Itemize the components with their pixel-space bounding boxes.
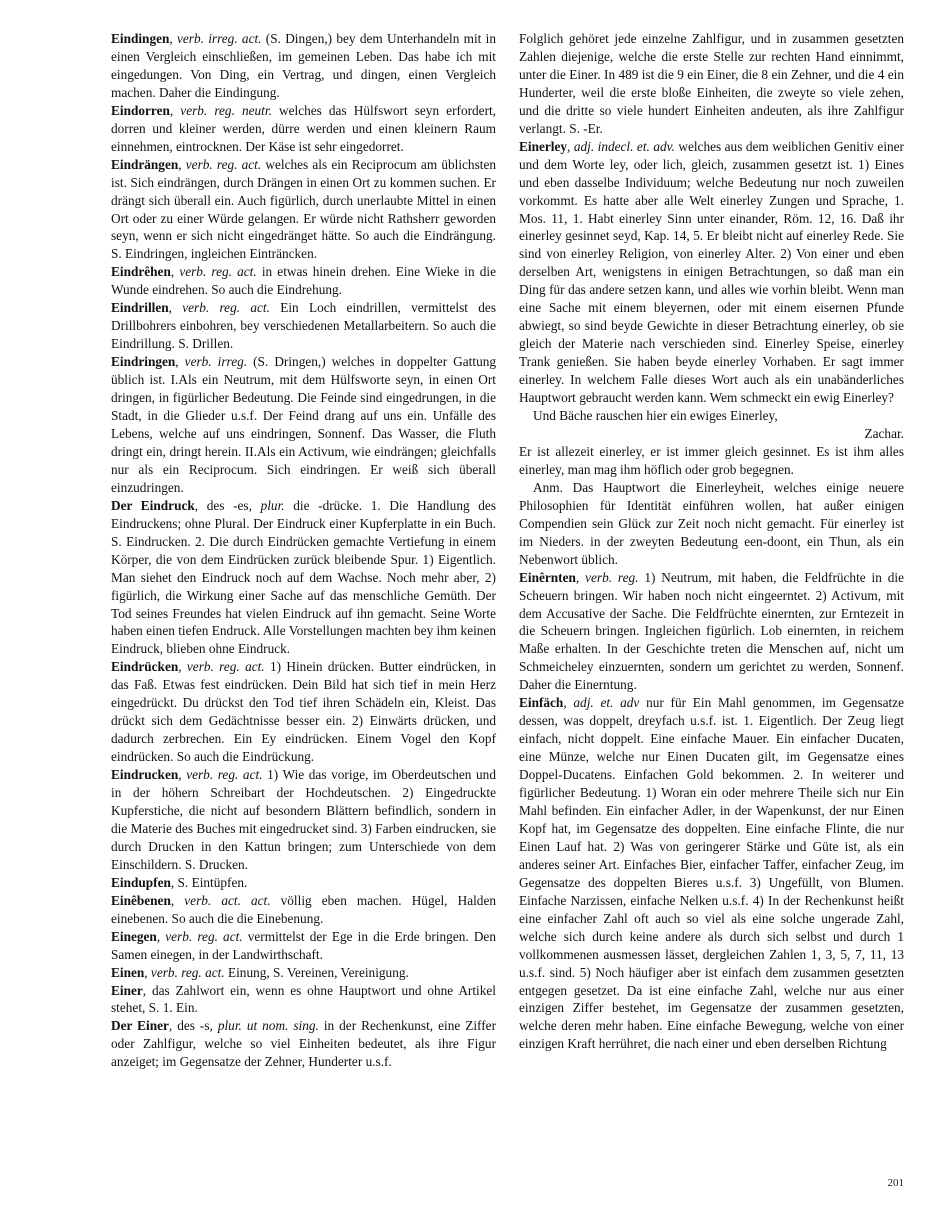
- entry-grammar: verb. reg. act.: [179, 264, 257, 280]
- entry-headword: Eindrucken: [111, 767, 179, 783]
- entry-headword: Eindrillen: [111, 300, 169, 316]
- entry-text: in etwas hinein drehen. Eine Wieke in die Wunde eindrehen. So auch die Eindrehung.: [111, 264, 497, 298]
- dictionary-entry: [111, 102, 496, 156]
- dictionary-entry: [519, 569, 904, 695]
- entry-text: ,: [575, 569, 586, 585]
- dictionary-entry: [519, 30, 904, 138]
- dictionary-entry: [111, 1017, 496, 1071]
- entry-text: ,: [170, 264, 180, 280]
- entry-text: Folglich gehöret jede einzelne Zahlfigur, und in zusammen gesetzten Zahlen diejenige, welche die erste Stelle zur rechten Hand einnimmt, unter die Einer. In 489 ist die 9 ein Einer, die 8 ein Zehner, und die 4 ein Hunderter, weil die erste bloße Einheiten, die zweyte so viele zehen, und die dritte so viele hundert Einheiten andeuten, als ihre Zahlfigur verlangt. S. -Er.: [519, 31, 904, 136]
- entry-headword: Einfäch: [519, 695, 564, 711]
- entry-grammar: verb. act. act.: [184, 892, 271, 908]
- entry-headword: Eindrücken: [111, 659, 179, 675]
- entry-grammar: verb. irreg. act.: [177, 31, 262, 46]
- entry-text: ,: [169, 102, 181, 118]
- entry-text: völlig eben machen. Hügel, Halden einebenen. So auch die die Einebenung.: [111, 892, 496, 926]
- dictionary-entry: [519, 443, 904, 479]
- entry-text: ,: [169, 31, 177, 46]
- entry-text: ,: [567, 138, 574, 154]
- entry-text: (S. Dingen,) bey dem Unterhandeln mit in einen Vergleich einschließen, im gemeinen Leben. Das habe ich mit eingedungen. Von Ding, ein Vertrag, und dingen, einen Vergleich machen. Daher die Eindingung.: [111, 31, 496, 100]
- entry-headword: Eindingen: [111, 31, 170, 46]
- entry-text: 1) Hinein drücken. Butter eindrücken, in das Faß. Etwas fest eindrücken. Dein Bild hat sich tief in mein Herz eingedrückt. Du drückst den Tod tief ihren Schädeln ein, Kleist. Das drückt sich dem Gedächtnisse besser ein. 2) Einwärts drücken, und dadurch zerbrechen. Ein Ey eindrücken. Einem Vogel den Kopf eindrücken. So auch die Eindrückung.: [111, 659, 496, 765]
- dictionary-entry: [519, 425, 904, 443]
- entry-grammar: verb. reg. act.: [182, 300, 270, 316]
- entry-grammar: verb. reg. neutr.: [180, 102, 272, 118]
- entry-text: Ein Loch eindrillen, vermittelst des Drillbohrers einbohren, bey verschiedenen Metallarbeitern. So auch die Eindrillung. S. Drillen.: [111, 300, 496, 352]
- entry-text: Er ist allezeit einerley, er ist immer gleich gesinnet. Es ist ihm alles einerley, man mag ihm höflich oder grob begegnen.: [519, 443, 904, 477]
- entry-text: ,: [178, 156, 186, 172]
- entry-grammar: verb. reg. act.: [150, 964, 225, 980]
- entry-text: , S. Eintüpfen.: [170, 874, 248, 890]
- dictionary-entry: [111, 497, 496, 659]
- dictionary-entry: [111, 263, 496, 299]
- page-number: 201: [887, 1177, 904, 1189]
- entry-headword: Einêrnten: [519, 569, 576, 585]
- entry-headword: Der Einer: [111, 1018, 169, 1034]
- entry-headword: Eindupfen: [111, 874, 171, 890]
- entry-headword: Einer: [111, 982, 143, 998]
- entry-headword: Eindrängen: [111, 156, 179, 172]
- dictionary-entry: [111, 964, 496, 982]
- entry-text: Einung, S. Vereinen, Vereinigung.: [224, 964, 409, 980]
- entry-headword: Einegen: [111, 928, 157, 944]
- entry-text: 1) Wie das vorige, im Oberdeutschen und in der höhern Schreibart der Hochdeutschen. 2) Eingedruckte Kupferstiche, die nicht auf besondern Blättern befindlich, sondern in die Materie des Buches mit eingedrucket sind. 3) Farben eindrucken, sie durch Drucken in den Kattun bringen; zum Unterschiede von dem Einschildern. S. Drucken.: [111, 767, 496, 872]
- entry-text: die -drücke. 1. Die Handlung des Eindruckens; ohne Plural. Der Eindruck einer Kupferplatte in ein Buch. S. Eindrucken. 2. Die durch Eindrücken gemachte Vertiefung in einem Körper, die von dem Eindrücken zurück bleibende Spur. 1) Eigentlich. Man siehet den Eindruck noch auf dem Wachse. Noch mehr aber, 2) figürlich, die Wirkung einer Sache auf das menschliche Gemüth. Der Tod seines Freundes hat vielen Eindruck auf ihn gemacht. Seine Worte haben einen tiefen Endruck. Alle Vorstellungen machten bey ihm keinen Eindruck, blieben ohne Eindruck.: [111, 497, 497, 657]
- entry-text: 1) Neutrum, mit haben, die Feldfrüchte in die Scheuern bringen. Wir haben noch nicht eingeerntet. 2) Activum, mit dem Accusative der Sache. Die Feldfrüchte einernten, zur Erntezeit in die Scheuern bringen. Ingleichen figürlich. Lob einernten, in reichem Maße erhalten. In der Geschichte treten die Menschen auf, nicht um Schmeicheley einzuernten, sondern um gerichtet zu werden, Sonnenf. Daher die Einerntung.: [519, 569, 904, 693]
- entry-text: Und Bäche rauschen hier ein ewiges Einerley,: [533, 408, 778, 424]
- entry-text: ,: [178, 767, 187, 783]
- entry-headword: Eindrêhen: [111, 264, 171, 280]
- dictionary-entry: [111, 892, 496, 928]
- entry-grammar: verb. reg. act.: [186, 767, 263, 783]
- dictionary-entry: [111, 353, 496, 497]
- entry-text: welches als ein Reciprocum am üblichsten ist. Sich eindrängen, durch Drängen in einen Ort zu kommen suchen. Er drängt sich überall ein. Auch figürlich, durch unerlaubte Mittel in einen Ort oder zu einer Würde gelangen. Er würde nicht Rathsherr geworden seyn, wenn er sich nicht eingedränget hätte. So auch die Eindrängung. S. Eindringen, ingleichen Einträncken.: [111, 156, 496, 262]
- right-column: [519, 30, 904, 1053]
- dictionary-entry: [519, 407, 904, 425]
- entry-text: vermittelst der Ege in die Erde bringen. Den Samen einegen, in der Landwirthschaft.: [111, 928, 496, 962]
- left-column: [111, 30, 496, 1071]
- dictionary-entry: [519, 138, 904, 407]
- dictionary-entry: [111, 156, 496, 264]
- dictionary-entry: [111, 928, 496, 964]
- entry-text: , des -es,: [194, 497, 261, 513]
- entry-text: welches das Hülfswort seyn erfordert, dorren und kleiner werden, dürre werden und einen kleinern Raum einnehmen, eintrocknen. Der Käse ist sehr eingedorret.: [111, 102, 497, 154]
- entry-headword: Einen: [111, 964, 145, 980]
- entry-text: Anm. Das Hauptwort die Einerleyheit, welches einige neuere Philosophien für Identität einführen wollen, hat außer einigen Compendien sein Glück zur Zeit noch nicht gemacht. Für einerley ist im Nieders. in der zweyten Bedeutung een-doont, ein Thun, als ein Nebenwort üblich.: [519, 479, 904, 567]
- dictionary-entry: [111, 874, 496, 892]
- dictionary-entry: [111, 658, 496, 766]
- entry-text: welches aus dem weiblichen Genitiv einer und dem Worte ley, oder lich, gleich, zusammen gesetzt ist. 1) Eines und eben dasselbe Individuum; welche Bedeutung nur noch zuweilen vorkommt. Es hatte aber alle Welt einerley Zungen und Sprache, 1. Mos. 11, 1. Habt einerley Sinn unter einander, Röm. 12, 16. Daß ihr einerley gesinnet seyd, Kap. 14, 5. Er bleibt nicht auf einerley Rede. Sie sind von einerley Religion, von einerley Alter. 2) Von einer und eben derselben Art, wenigstens in einigen Betrachtungen, so daß man ein Ding für das andere setzen kann, und alles wie vorhin bleibt. Wenn man eine Sache mit einem bleyernen, oder mit einem eisernen Pfunde abwiegt, so sind beyde Gewichte in dieser Betrachtung einerley, ob sie gleich der Materie nach verschieden sind. Einerley Speise, einerley Trank genießen. Sie haben beyde einerley Vorhaben. Er sagt immer einerley. In welchem Falle dieses Wort auch als ein unabänderliches Hauptwort gebraucht werden kann. Wem schmeckt ein ewig Einerley?: [519, 138, 904, 406]
- entry-text: (S. Dringen,) welches in doppelter Gattung üblich ist. I.Als ein Neutrum, mit dem Hülfsworte seyn, in einen Ort dringen, in figürlicher Bedeutung. Die Feinde sind eingedrungen, in die Stadt, in die Glieder u.s.f. Der Feind drang auf uns ein. Unfälle des Lebens, welche auf uns eindringen, Sonnenf. Das Wasser, die Fluth dringt ein, dringt herein. II.Als ein Activum, wie eindrängen; gleichfalls nur als ein Reciprocum. Sich eindringen. Er weiß sich überall einzudringen.: [111, 354, 497, 495]
- entry-text: Zachar.: [864, 425, 904, 441]
- dictionary-entry: [111, 766, 496, 874]
- entry-grammar: plur.: [260, 497, 285, 513]
- entry-text: ,: [168, 300, 183, 316]
- entry-text: , des -s,: [168, 1018, 218, 1034]
- entry-headword: Eindorren: [111, 102, 170, 118]
- entry-text: ,: [170, 892, 185, 908]
- dictionary-entry: [111, 982, 496, 1018]
- dictionary-entry: [519, 479, 904, 569]
- entry-headword: Einêbenen: [111, 892, 171, 908]
- entry-headword: Einerley: [519, 138, 568, 154]
- entry-grammar: verb. reg. act.: [165, 928, 243, 944]
- entry-text: in der Rechenkunst, eine Ziffer oder Zahlfigur, welche so viel Einheiten bedeutet, als ihre Figur anzeiget; im Gegensatze der Zehner, Hunderter u.s.f.: [111, 1018, 496, 1070]
- entry-grammar: verb. reg. act.: [185, 156, 262, 172]
- dictionary-entry: [111, 30, 496, 102]
- entry-text: ,: [156, 928, 166, 944]
- entry-text: nur für Ein Mahl genommen, im Gegensatze dessen, was doppelt, dreyfach u.s.f. ist. 1. Eigentlich. Der Zeug liegt einfach, nicht doppelt. Eine einfache Mauer. Ein einfacher Ducaten, eine Münze, welche nur Einen Ducaten gilt, im Gegensatze eines Doppel-Ducatens. Einfachen Gold bekommen. 2. In weiterer und figürlicher Bedeutung. 1) Woran ein oder mehrere Theile sich nur Ein Mahl befinden. Ein einfacher Adler, in der Wapenkunst, der nur Einen Kopf hat, im Gegensatze des doppelten. Eine einfache Flinte, die nur Einen Lauf hat. 2) Was von geringerer Stärke und Güte ist, als ein anderes seiner Art. Einfaches Bier, einfacher Taffer, einfacher Zeug, im Gegensatze des doppelten Bieres u.s.f. 3) Ungefüllt, von Blumen. Einfache Narzissen, einfache Nelken u.s.f. 4) In der Rechenkunst heißt eine einfacher Zahl oft auch so viel als eine solche ungerade Zahl, welche sich durch keine andere als durch sich selbst und durch 1 vollkommenen ausmessen lässet, dergleichen Zahlen 1, 3, 5, 7, 11, 13 u.s.f. sind. 5) Noch häufiger aber ist einfach dem zusammen gesetzten entgegen gesetzet. Da ist eine einfache Zahl, welche nur aus einer einzigen Ziffer bestehet, im Gegensatze der zusammen gesetzten, welche deren mehr haben. Eine einfache Bewegung, welche von einer einzigen Kraft herrühret, die nach einer und eben derselben Richtung: [519, 695, 904, 1052]
- entry-grammar: verb. reg. act.: [186, 659, 265, 675]
- entry-headword: Der Eindruck: [111, 497, 195, 513]
- entry-text: ,: [144, 964, 151, 980]
- dictionary-entry: [519, 694, 904, 1053]
- entry-text: ,: [563, 695, 574, 711]
- entry-grammar: adj. et. adv: [573, 695, 640, 711]
- entry-text: , das Zahlwort ein, wenn es ohne Hauptwort und ohne Artikel stehet, S. 1. Ein.: [111, 982, 496, 1016]
- entry-grammar: plur. ut nom. sing.: [217, 1018, 319, 1034]
- entry-text: ,: [175, 354, 185, 370]
- entry-grammar: adj. indecl. et. adv.: [573, 138, 675, 154]
- entry-grammar: verb. irreg.: [184, 354, 248, 370]
- entry-headword: Eindringen: [111, 354, 176, 370]
- dictionary-entry: [111, 299, 496, 353]
- entry-grammar: verb. reg.: [585, 569, 639, 585]
- entry-text: ,: [178, 659, 187, 675]
